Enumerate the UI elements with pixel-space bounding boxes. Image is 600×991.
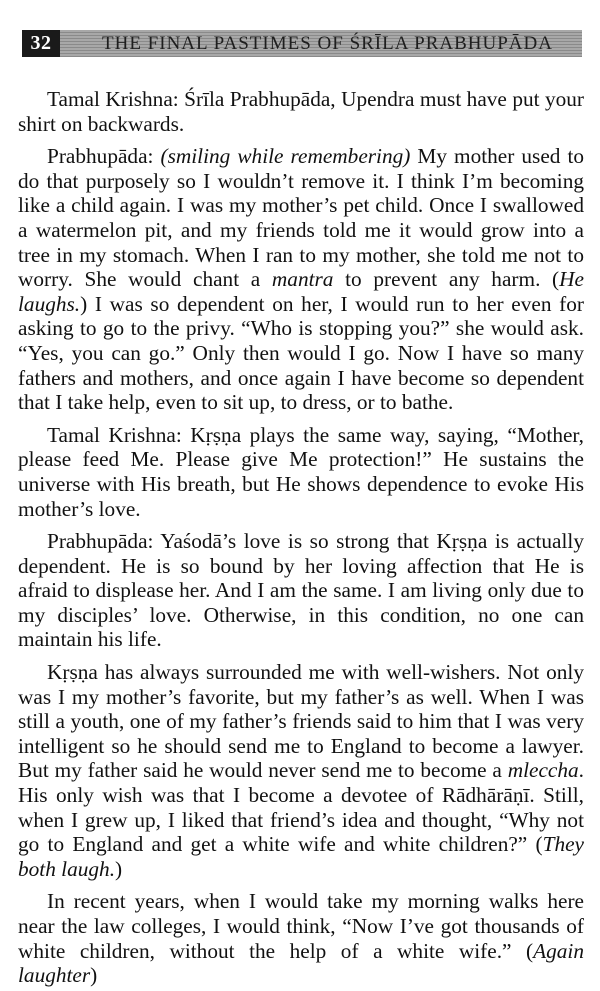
page-number: 32 bbox=[22, 30, 60, 57]
text-span: ) bbox=[115, 856, 123, 881]
italic-span: (smiling while remembering) bbox=[160, 144, 411, 169]
running-header bbox=[22, 30, 582, 57]
paragraph-5 bbox=[18, 660, 584, 881]
italic-span: Again laughter bbox=[18, 938, 584, 988]
italic-span: mleccha bbox=[507, 758, 579, 783]
paragraph-1 bbox=[18, 87, 584, 136]
italic-span: They both laugh. bbox=[18, 832, 584, 881]
italic-span: mantra bbox=[271, 267, 334, 292]
text-span: Prabhupāda: Yaśodā’s love is so strong that Kṛṣṇa is actually dependent. He is so bound by her loving affection that He is afraid to displease her. And I am the same. I am living only due to my disciples’ love. Otherwise, in this condition, no one can maintain his life. bbox=[18, 529, 584, 652]
text-span: My mother used to do that purposely so I wouldn’t remove it. I think I’m becoming like a child again. I was my mother’s pet child. Once I swallowed a watermelon pit, and my friends told me it would grow into a tree in my stomach. When I ran to my mother, she told me not to worry. She would chant a bbox=[18, 144, 585, 292]
paragraph-4 bbox=[18, 529, 584, 652]
text-span: ) I was so dependent on her, I would run to her even for asking to go to the privy. “Who is stopping you?” she would ask. “Yes, you can go.” Only then would I go. Now I have so many fathers and mothers, and once again I have become so dependent that I take help, even to sit up, to dress, or to bathe. bbox=[18, 291, 584, 415]
paragraph-6 bbox=[18, 889, 584, 987]
text-span: Prabhupāda: bbox=[47, 144, 161, 169]
text-span: In recent years, when I would take my morning walks here near the law colleges, I would think, “Now I’ve got thousands of white children, without the help of a white wife.” ( bbox=[18, 889, 584, 963]
body-text bbox=[18, 87, 584, 988]
text-span: Tamal Krishna: Śrīla Prabhupāda, Upendra must have put your shirt on backwards. bbox=[18, 87, 584, 136]
text-span: Kṛṣṇa has always surrounded me with well-wishers. Not only was I my mother’s favorite, but my father’s as well. When I was still a youth, one of my father’s friends said to him that I was very intelligent so he should send me to England to become a lawyer. But my father said he would never send me to become a bbox=[18, 660, 584, 783]
text-span: to prevent any harm. ( bbox=[333, 267, 560, 292]
text-span: . His only wish was that I become a devotee of Rādhārāṇī. Still, when I grew up, I liked that friend’s idea and thought, “Why not go to England and get a white wife and white children?” ( bbox=[18, 758, 584, 857]
paragraph-3 bbox=[18, 423, 584, 521]
paragraph-2 bbox=[18, 144, 584, 415]
running-head-title: THE FINAL PASTIMES OF ŚRĪLA PRABHUPĀDA bbox=[60, 30, 582, 57]
italic-span: He laughs. bbox=[18, 267, 584, 316]
text-span: Tamal Krishna: Kṛṣṇa plays the same way, saying, “Mother, please feed Me. Please give Me protection!” He sustains the universe with His breath, but He shows dependence to evoke His mother’s love. bbox=[18, 422, 584, 521]
text-span: ) bbox=[90, 963, 98, 988]
